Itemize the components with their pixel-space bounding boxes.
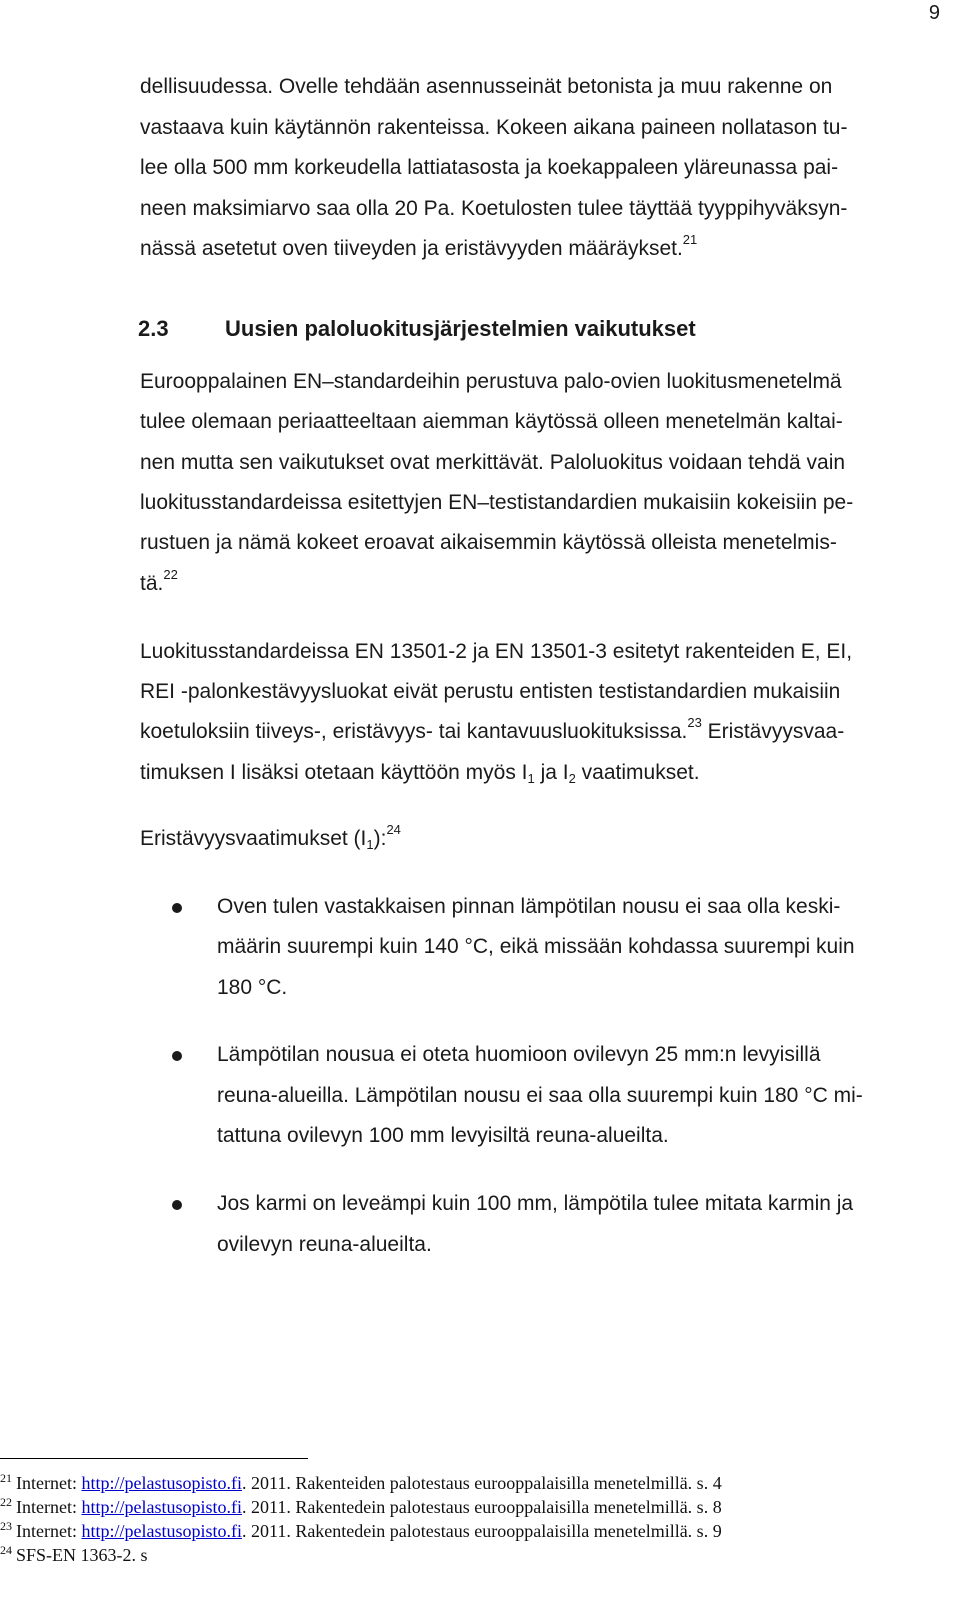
para2-line xyxy=(140,715,845,744)
bullet-icon xyxy=(172,903,182,913)
subscript: 1 xyxy=(366,837,374,852)
footnote-prefix: Internet: xyxy=(16,1497,82,1517)
para2-line xyxy=(140,761,700,785)
para2-text: Eristävyysvaa- xyxy=(701,720,845,743)
bullet-line: 180 °C. xyxy=(217,976,288,999)
footnote-text: . 2011. Rakentedein palotestaus eurooppalaisilla menetelmillä. s. 8 xyxy=(241,1497,722,1517)
intro-line: lee olla 500 mm korkeudella lattiatasosta ja koekappaleen yläreunassa pai- xyxy=(140,156,839,179)
para1-line: nen mutta sen vaikutukset ovat merkittävät. Paloluokitus voidaan tehdä vain xyxy=(140,451,846,474)
intro-line-text: nässä asetetut oven tiiveyden ja eristävyyden määräykset. xyxy=(140,237,683,260)
para1-line-text: tä. xyxy=(140,572,164,595)
footnote xyxy=(0,1545,148,1566)
req-text: Eristävyysvaatimukset (I xyxy=(140,827,367,850)
footnote-number: 21 xyxy=(0,1471,12,1485)
footnote-ref: 21 xyxy=(682,232,698,247)
bullet-line: tattuna ovilevyn 100 mm levyisiltä reuna-alueilta. xyxy=(217,1124,669,1147)
para1-line: tulee olemaan periaatteeltaan aiemman käytössä olleen menetelmän kaltai- xyxy=(140,410,843,433)
footnote-ref: 23 xyxy=(687,715,702,730)
req-text: ): xyxy=(373,827,387,850)
footnote-text: SFS-EN 1363-2. s xyxy=(16,1545,148,1565)
bullet-line: ovilevyn reuna-alueilta. xyxy=(217,1233,432,1256)
footnote-number: 23 xyxy=(0,1519,12,1533)
footnote-separator xyxy=(0,1458,308,1459)
footnote-link[interactable]: http://pelastusopisto.fi xyxy=(81,1473,242,1493)
section-number: 2.3 xyxy=(138,316,169,341)
bullet-icon xyxy=(172,1200,182,1210)
footnote-ref: 24 xyxy=(386,822,401,837)
footnote-link[interactable]: http://pelastusopisto.fi xyxy=(81,1521,242,1541)
para1-line: luokitusstandardeissa esitettyjen EN–testistandardien mukaisiin kokeisiin pe- xyxy=(140,491,854,514)
intro-line: vastaava kuin käytännön rakenteissa. Kokeen aikana paineen nollatason tu- xyxy=(140,116,848,139)
para1-line-last xyxy=(140,567,178,596)
para2-line: REI -palonkestävyysluokat eivät perustu entisten testistandardien mukaisiin xyxy=(140,680,841,703)
para1-line: rustuen ja nämä kokeet eroavat aikaisemmin käytössä olleista menetelmis- xyxy=(140,531,837,554)
subscript: 1 xyxy=(527,771,535,786)
bullet-line: Lämpötilan nousua ei oteta huomioon ovilevyn 25 mm:n levyisillä xyxy=(217,1043,821,1066)
bullet-line: määrin suurempi kuin 140 °C, eikä missään kohdassa suurempi kuin xyxy=(217,935,855,958)
footnote-link[interactable]: http://pelastusopisto.fi xyxy=(81,1497,242,1517)
para2-text: ja I xyxy=(534,761,569,784)
para2-text: koetuloksiin tiiveys-, eristävyys- tai kantavuusluokituksissa. xyxy=(140,720,688,743)
intro-line-last xyxy=(140,232,698,261)
footnote-text: . 2011. Rakenteiden palotestaus eurooppalaisilla menetelmillä. s. 4 xyxy=(241,1473,722,1493)
bullet-line: reuna-alueilla. Lämpötilan nousu ei saa olla suurempi kuin 180 °C mi- xyxy=(217,1084,863,1107)
footnote xyxy=(0,1497,722,1518)
bullet-icon xyxy=(172,1051,182,1061)
para1-line: Eurooppalainen EN–standardeihin perustuva palo-ovien luokitusmenetelmä xyxy=(140,370,842,393)
page-number: 9 xyxy=(928,2,940,24)
footnote-number: 24 xyxy=(0,1543,12,1557)
footnote xyxy=(0,1521,722,1542)
footnote-prefix: Internet: xyxy=(16,1473,82,1493)
footnote-prefix: Internet: xyxy=(16,1521,82,1541)
section-title: Uusien paloluokitusjärjestelmien vaikutukset xyxy=(225,316,696,341)
intro-line: dellisuudessa. Ovelle tehdään asennusseinät betonista ja muu rakenne on xyxy=(140,75,833,98)
intro-line: neen maksimiarvo saa olla 20 Pa. Koetulosten tulee täyttää tyyppihyväksyn- xyxy=(140,197,848,220)
bullet-line: Jos karmi on leveämpi kuin 100 mm, lämpötila tulee mitata karmin ja xyxy=(217,1192,854,1215)
requirements-heading xyxy=(140,822,401,852)
subscript: 2 xyxy=(568,771,576,786)
footnote xyxy=(0,1473,722,1494)
footnote-ref: 22 xyxy=(163,567,178,582)
para2-text: vaatimukset. xyxy=(575,761,700,784)
para2-text: timuksen I lisäksi otetaan käyttöön myös I xyxy=(140,761,528,784)
footnote-text: . 2011. Rakentedein palotestaus eurooppalaisilla menetelmillä. s. 9 xyxy=(241,1521,722,1541)
para2-line: Luokitusstandardeissa EN 13501-2 ja EN 13501-3 esitetyt rakenteiden E, EI, xyxy=(140,640,853,663)
footnote-number: 22 xyxy=(0,1495,12,1509)
bullet-line: Oven tulen vastakkaisen pinnan lämpötilan nousu ei saa olla keski- xyxy=(217,895,841,918)
